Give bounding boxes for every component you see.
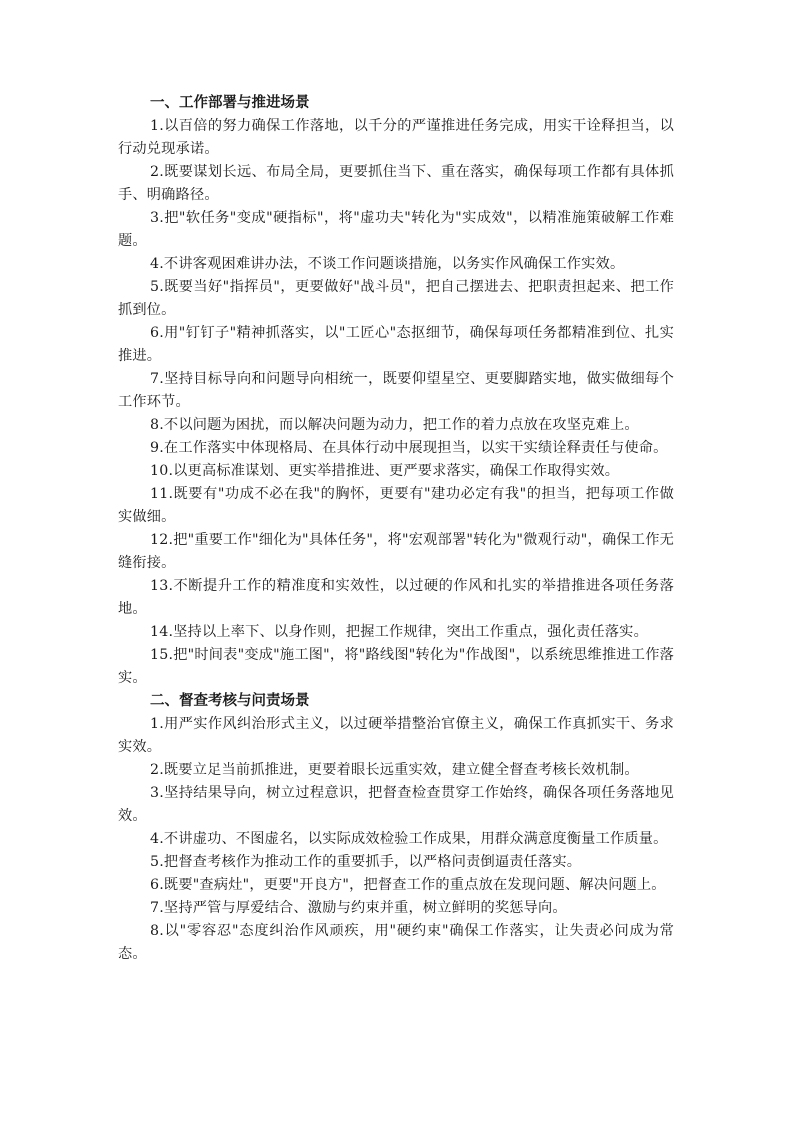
list-item: 6.既要"查病灶"，更要"开良方"，把督查工作的重点放在发现问题、解决问题上。 xyxy=(150,877,666,893)
list-item: 6.用"钉钉子"精神抓落实，以"工匠心"态抠细节，确保每项任务都精准到位、扎实推进。 xyxy=(118,325,674,364)
list-item: 14.坚持以上率下、以身作则，把握工作规律，突出工作重点，强化责任落实。 xyxy=(150,624,648,640)
list-item: 2.既要立足当前抓推进，更要着眼长远重实效，建立健全督查考核长效机制。 xyxy=(150,762,639,778)
list-item: 5.把督查考核作为推动工作的重要抓手，以严格问责倒逼责任落实。 xyxy=(150,854,582,870)
list-item: 8.以"零容忍"态度纠治作风顽疾，用"硬约束"确保工作落实，让失责必问成为常态。 xyxy=(118,923,674,962)
section-heading: 二、督查考核与问责场景 xyxy=(150,693,310,709)
list-item: 7.坚持目标导向和问题导向相统一，既要仰望星空、更要脚踏实地，做实做细每个工作环节。 xyxy=(118,371,674,410)
list-item: 5.既要当好"指挥员"，更要做好"战斗员"，把自己摆进去、把职责担起来、把工作抓到位。 xyxy=(118,279,674,318)
list-item: 1.以百倍的努力确保工作落地，以千分的严谨推进任务完成，用实干诠释担当，以行动兑现承诺。 xyxy=(118,118,674,157)
list-item: 8.不以问题为困扰，而以解决问题为动力，把工作的着力点放在攻坚克难上。 xyxy=(150,417,639,433)
list-item: 11.既要有"功成不必在我"的胸怀，更要有"建功必定有我"的担当，把每项工作做实做细。 xyxy=(118,486,674,525)
list-item: 7.坚持严管与厚爱结合、激励与约束并重，树立鲜明的奖惩导向。 xyxy=(150,900,567,916)
list-item: 15.把"时间表"变成"施工图"，将"路线图"转化为"作战图"，以系统思维推进工作落实。 xyxy=(118,647,674,686)
section-heading: 一、工作部署与推进场景 xyxy=(150,95,310,111)
list-item: 4.不讲虚功、不图虚名，以实际成效检验工作成果，用群众满意度衡量工作质量。 xyxy=(150,831,668,847)
list-item: 1.用严实作风纠治形式主义，以过硬举措整治官僚主义，确保工作真抓实干、务求实效。 xyxy=(118,716,674,755)
list-item: 3.把"软任务"变成"硬指标"，将"虚功夫"转化为"实成效"，以精准施策破解工作难题。 xyxy=(118,210,674,249)
list-item: 2.既要谋划长远、布局全局，更要抓住当下、重在落实，确保每项工作都有具体抓手、明确路径。 xyxy=(118,164,674,203)
section-supervision xyxy=(118,690,674,966)
section-work-deployment xyxy=(118,92,674,690)
list-item: 10.以更高标准谋划、更实举措推进、更严要求落实，确保工作取得实效。 xyxy=(150,463,620,479)
list-item: 9.在工作落实中体现格局、在具体行动中展现担当，以实干实绩诠释责任与使命。 xyxy=(150,440,668,456)
list-item: 3.坚持结果导向，树立过程意识，把督查检查贯穿工作始终，确保各项任务落地见效。 xyxy=(118,785,674,824)
list-item: 12.把"重要工作"细化为"具体任务"，将"宏观部署"转化为"微观行动"，确保工作无缝衔接。 xyxy=(118,532,674,571)
list-item: 13.不断提升工作的精准度和实效性，以过硬的作风和扎实的举措推进各项任务落地。 xyxy=(118,578,674,617)
document-page xyxy=(118,92,674,966)
list-item: 4.不讲客观困难讲办法，不谈工作问题谈措施，以务实作风确保工作实效。 xyxy=(150,256,625,272)
